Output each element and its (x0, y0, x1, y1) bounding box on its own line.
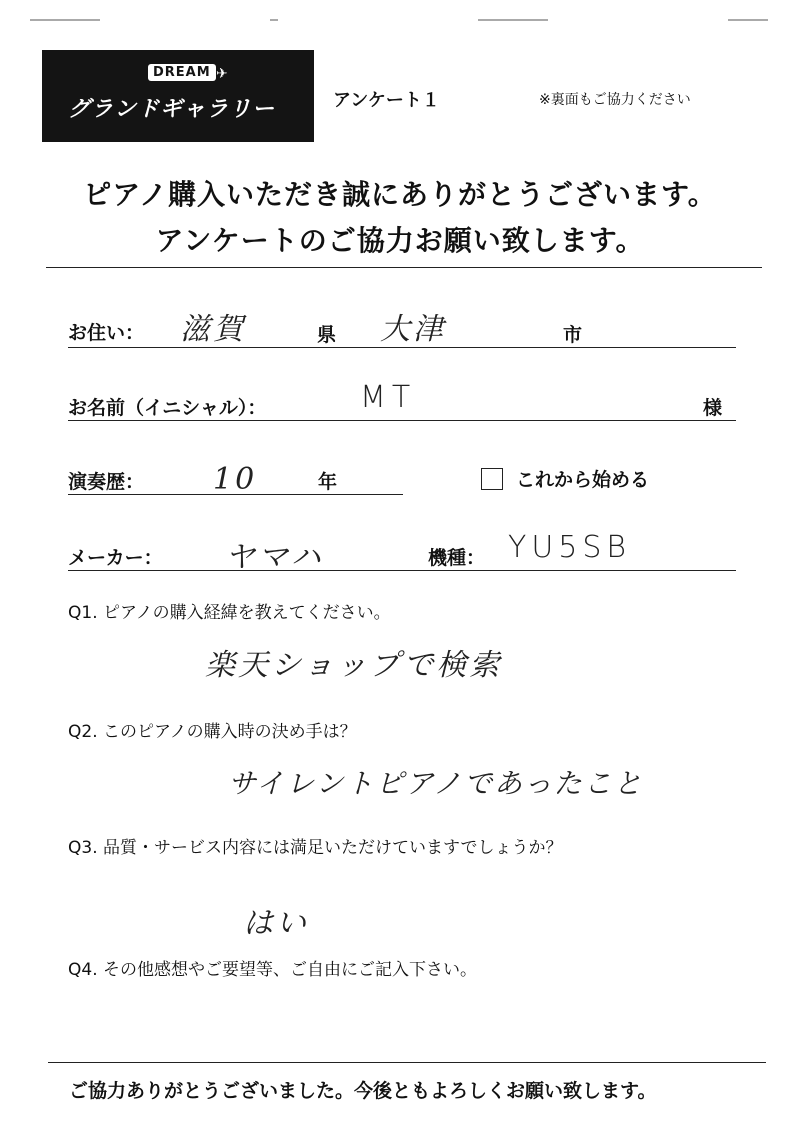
maker-underline (68, 570, 736, 571)
name-underline (68, 420, 736, 421)
scan-speck (30, 19, 100, 21)
intro-line-2: アンケートのご協力お願い致します。 (155, 224, 645, 257)
airplane-icon: ✈ (216, 66, 228, 82)
scan-speck (478, 19, 548, 21)
experience-value[interactable]: 10 (213, 462, 258, 497)
experience-label: 演奏歴： (68, 471, 145, 493)
logo-badge: DREAM (148, 64, 216, 81)
answer-3[interactable]: はい (243, 906, 309, 941)
reverse-side-note: ※裏面もご協力ください (539, 92, 691, 108)
address-label: お住い： (68, 322, 145, 344)
prefecture-suffix: 県 (317, 324, 337, 346)
name-label: お名前（イニシャル）： (68, 397, 267, 419)
address-underline (68, 347, 736, 348)
footer-thanks: ご協力ありがとうございました。今後ともよろしくお願い致します。 (69, 1080, 657, 1102)
city-value[interactable]: 大津 (380, 312, 446, 347)
maker-value[interactable]: ヤマハ (225, 540, 324, 575)
maker-label: メーカー： (68, 547, 163, 569)
scan-speck (270, 19, 278, 21)
footer-divider (48, 1062, 766, 1063)
experience-suffix: 年 (318, 471, 338, 493)
city-suffix: 市 (563, 324, 583, 346)
logo-name: グランドギャラリー (68, 97, 276, 122)
model-label: 機種： (428, 547, 486, 569)
question-4: Q4. その他感想やご要望等、ご自由にご記入下さい。 (68, 960, 478, 980)
question-3: Q3. 品質・サービス内容には満足いただけていますでしょうか？ (68, 838, 563, 858)
answer-1[interactable]: 楽天ショップで検索 (205, 648, 503, 683)
answer-2[interactable]: サイレントピアノであったこと (228, 767, 644, 800)
name-value[interactable]: MT (360, 380, 417, 415)
prefecture-value[interactable]: 滋賀 (180, 312, 246, 347)
survey-title: アンケート１ (333, 90, 440, 111)
question-2: Q2. このピアノの購入時の決め手は？ (68, 722, 357, 742)
model-value[interactable]: YU5SB (508, 530, 632, 565)
divider (46, 267, 762, 268)
beginner-checkbox-label: これから始める (516, 469, 650, 491)
beginner-checkbox[interactable] (481, 468, 503, 490)
scan-speck (728, 19, 768, 21)
name-suffix: 様 (703, 397, 723, 419)
experience-underline (68, 494, 403, 495)
store-logo (42, 50, 314, 142)
question-1: Q1. ピアノの購入経緯を教えてください。 (68, 603, 391, 623)
intro-line-1: ピアノ購入いただき誠にありがとうございます。 (83, 178, 717, 211)
